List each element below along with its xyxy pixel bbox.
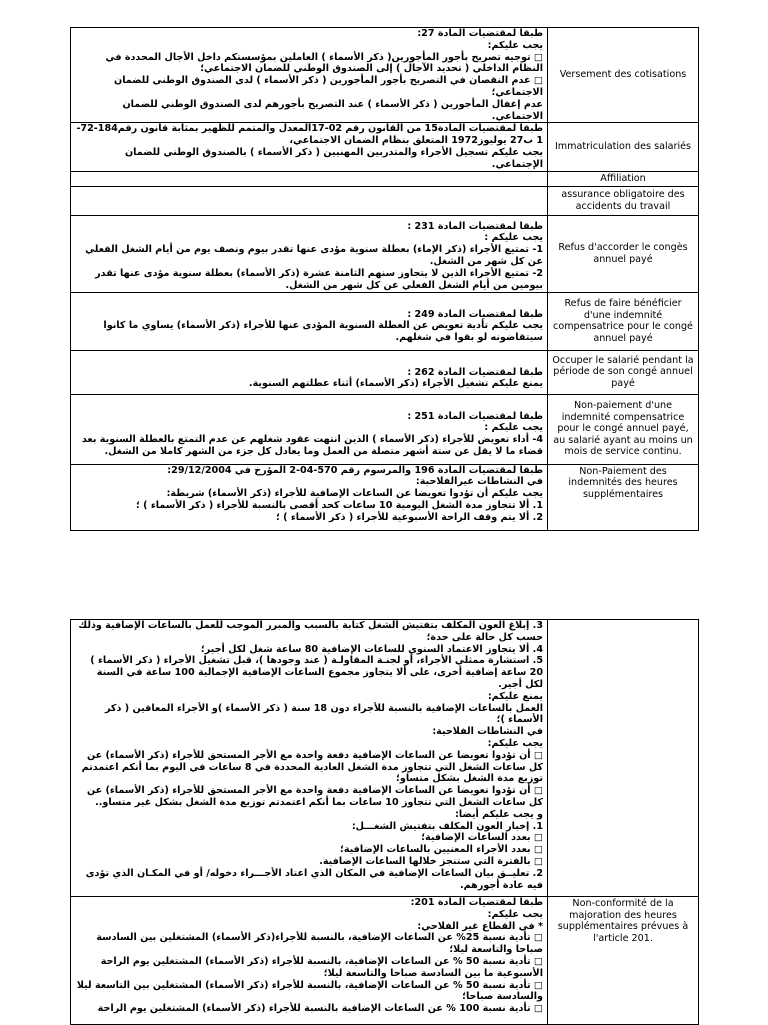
- infraction-label-cell: [548, 897, 699, 1025]
- text-line: □ تأدية نسبة 25% عن الساعات الإضافية، بالنسبة للأجراء(ذكر الأسماء) المشتغلين بين السادسة صباحا والتاسعة ليلا؛: [96, 932, 543, 956]
- table-row: [71, 186, 699, 215]
- text-line: و يجب عليكم أيضا:: [455, 808, 543, 820]
- text-line: 2. تعليــق بيان الساعات الإضافية في المكان الذي اعتاد الأجـــراء دخوله/ أو في المكـان الذي تؤدى فيه عادة أجورهم.: [85, 867, 543, 891]
- infraction-label-cell: [548, 292, 699, 350]
- text-line: يجب عليكم تأدية تعويض عن العطلة السنوية المؤدى عنها للأجراء (ذكر الأسماء) يساوي ما كانوا سيتقاضونه لو بقوا في شغلهم.: [103, 320, 543, 344]
- text-line: 4- أداء تعويض للأجراء (ذكر الأسماء ) الذين انتهت عقود شغلهم عن عدم التمتع بالعطلة السنوية بعد قضاء ما لا يقل عن ستة أشهر متصلة من العمل وما يعادل كل جزء من الشهر كاملا من الشغل.: [81, 434, 543, 457]
- text-line: 4. ألا يتجاوز الاعتماد السنوي للساعات الإضافية 80 ساعة شغل لكل أجير؛: [200, 643, 543, 655]
- text-line: يجب عليكم تسجيل الأجراء والمتدربين المهنيين ( ذكر الأسماء ) بالصندوق الوطني للضمان الإجتماعي.: [124, 146, 543, 170]
- requirement-cell: [71, 186, 548, 215]
- infraction-label: Refus de faire bénéficier d'une indemnité compensatrice pour le congé annuel payé: [553, 298, 693, 344]
- text-line: □ بعدد الأجراء المعنيين بالساعات الإضافية؛: [339, 844, 543, 856]
- infraction-label-cell: [548, 171, 699, 186]
- table-row: [71, 350, 699, 394]
- text-line: العمل بالساعات الإضافية بالنسبة للأجراء دون 18 سنة ( ذكر الأسماء )و الأجراء المعاقين ( ذكر الأسماء )؛: [104, 702, 543, 726]
- requirement-cell: [71, 394, 548, 464]
- infraction-label: assurance obligatoire des accidents du travail: [561, 189, 685, 212]
- table-row: [71, 620, 699, 897]
- text-line: في النشاطات الفلاحية:: [432, 726, 543, 738]
- text-line: طبقا لمقتضيات المادة 251 :: [407, 410, 543, 422]
- infraction-label-cell: [548, 186, 699, 215]
- requirement-cell: [71, 350, 548, 394]
- text-line: 2- تمتيع الأجراء الذين لا يتجاوز سنهم الثامنة عشرة (ذكر الأسماء) بعطلة سنوية مؤدى عنها تقدر بيومين من أيام الشغل الفعلي عن كل شهر من الشغل.: [95, 267, 543, 291]
- text-line: يجب عليكم:: [487, 39, 543, 51]
- requirement-cell: [71, 171, 548, 186]
- requirement-cell: [71, 292, 548, 350]
- text-line: 1. ألا تتجاوز مدة الشغل اليومية 10 ساعات كحد أقصى بالنسبة للأجراء ( ذكر الأسماء ) ؛: [135, 499, 543, 511]
- requirement-cell: [71, 123, 548, 171]
- table-row: [71, 215, 699, 292]
- table-row: [71, 171, 699, 186]
- text-line: يجب عليكم :: [484, 232, 543, 244]
- text-line: □ بالفترة التي ستنجز خلالها الساعات الإضافية.: [319, 855, 543, 867]
- requirement-cell: [71, 897, 548, 1025]
- infraction-label-cell: [548, 123, 699, 171]
- text-line: يجب عليكم أن تؤدوا تعويضا عن الساعات الإضافية للأجراء (ذكر الأسماء) شريطة:: [166, 488, 543, 500]
- text-line: طبقا لمقتضيات المادة 201:: [410, 897, 543, 908]
- text-line: طبقا لمقتضيات المادة 196 والمرسوم رقم 570-04-2 المؤرخ في 29/12/2004:: [167, 464, 543, 476]
- infraction-label: Occuper le salarié pendant la période de son congé annuel payé: [552, 354, 694, 389]
- requirement-cell: [71, 215, 548, 292]
- text-line: طبقا لمقتضيات المادة 249 :: [407, 308, 543, 320]
- text-line: يمنع عليكم تشغيل الأجراء (ذكر الأسماء) أثناء عطلتهم السنوية.: [248, 378, 543, 390]
- infraction-label-cell: [548, 350, 699, 394]
- text-line: 1. إخبار العون المكلف بتفتيش الشغـــل:: [351, 820, 543, 832]
- infraction-label-cell: [548, 464, 699, 530]
- text-line: □ تأدية نسبة 50 % عن الساعات الإضافية، بالنسبة للأجراء (ذكر الأسماء) المشتغلين بين التاسعة ليلا والسادسة صباحا؛: [76, 979, 543, 1003]
- text-line: يمنع عليكم:: [487, 690, 543, 702]
- text-line: طبقا لمقتضيات المادة 262 :: [407, 366, 543, 378]
- text-line: يجب عليكم:: [487, 737, 543, 749]
- infraction-label: Non-Paiement des indemnités des heures supplémentaires: [568, 465, 678, 500]
- infraction-label: Non-conformité de la majoration des heures supplémentaires prévues à l'article 201.: [557, 898, 689, 944]
- infractions-table-page2: [70, 619, 699, 1025]
- text-line: 3. إبلاغ العون المكلف بتفتيش الشغل كتابة بالسبب والمبرر الموجب للعمل بالساعات الإضافية وذلك حسب كل حالة على حدة؛: [78, 620, 543, 643]
- text-line: □ تأدية نسبة 100 % عن الساعات الإضافية بالنسبة للأجراء (ذكر الأسماء) المشتغلين يوم الراحة: [97, 1003, 543, 1015]
- text-line: في النشاطات غيرالفلاحية:: [415, 476, 543, 488]
- text-line: يجب عليكم:: [487, 908, 543, 920]
- text-line: 5. استشارة ممثلي الأجراء، أو لجنـة المقاولـة ( عند وجودها )، قبل تشغيل الأجراء ( ذكر الأسماء ) 20 ساعة إضافية أخرى، على ألا يتجاوز مجموع الساعات الإضافية الإجمالية 100 ساعة في السنة لكل أجير.: [90, 655, 543, 690]
- infraction-label-cell: [548, 215, 699, 292]
- text-line: يجب عليكم :: [484, 422, 543, 434]
- requirement-cell: [71, 464, 548, 530]
- text-line: طبقا لمقتضيات المادة 27:: [417, 28, 543, 39]
- table-row: [71, 292, 699, 350]
- infraction-label-cell: [548, 620, 699, 897]
- table-row: [71, 464, 699, 530]
- table-row: [71, 394, 699, 464]
- text-line: □ عدم النقصان في التصريح بأجور المأجورين ( ذكر الأسماء ) لدى الصندوق الوطني للضمان الاجتماعي؛: [114, 75, 543, 98]
- infraction-label: Refus d'accorder le congès annuel payé: [558, 242, 688, 265]
- requirement-cell: [71, 28, 548, 123]
- text-line: 2. ألا يتم وقف الراحة الأسبوعية للأجراء ( ذكر الأسماء ) ؛: [275, 511, 543, 523]
- table-row: [71, 897, 699, 1025]
- infractions-table-page1: [70, 27, 699, 531]
- infraction-label-cell: [548, 28, 699, 123]
- text-line: * في القطاع غير الفلاحي:: [417, 920, 543, 932]
- infraction-label: Non-paiement d'une indemnité compensatrice pour le congé annuel payé, au salarié ayant au moins un mois de service continu.: [553, 400, 693, 458]
- text-line: □ تأدية نسبة 50 % عن الساعات الإضافية، بالنسبة للأجراء (ذكر الأسماء) المشتغلين يوم الراحة الأسبوعية ما بين السادسة صباحا والتاسعة ليلا؛: [100, 955, 543, 979]
- table-row: [71, 28, 699, 123]
- infraction-label: Immatriculation des salariés: [554, 141, 692, 153]
- text-line: عدم إغفال المأجورين ( ذكر الأسماء ) عند التصريح بأجورهم لدى الصندوق الوطني للضمان الاجتماعي.: [122, 98, 543, 122]
- infraction-label: Affiliation: [600, 172, 646, 184]
- requirement-cell: [71, 620, 548, 897]
- text-line: 1- تمتيع الأجراء (ذكر الإماء) بعطلة سنوية مؤدى عنها تقدر بيوم ونصف يوم من أيام الشغل الفعلي عن كل شهر من الشغل.: [85, 244, 543, 267]
- text-line: طبقا لمقتضيات المادة 231 :: [407, 220, 543, 232]
- infraction-label-cell: [548, 394, 699, 464]
- text-line: □ أن تؤدوا تعويضا عن الساعات الإضافية دفعة واحدة مع الأجر المستحق للأجراء (ذكر الأسماء) عن كل ساعات الشغل التي تتجاوز مدة الشغل العادية المحددة في 8 ساعات في اليوم بما أنكم اعتمدتم توزيع مدة الشغل بشكل متساو؛: [81, 749, 543, 785]
- text-line: □ أن تؤدوا تعويضا عن الساعات الإضافية دفعة واحدة مع الأجر المستحق للأجراء (ذكر الأسماء) عن كل ساعات الشغل التي تتجاوز 10 ساعات بما أنكم اعتمدتم توزيع مدة الشغل بشكل غير متساو..: [86, 785, 543, 808]
- text-line: □ توجيه تصريح بأجور المأجورين( ذكر الأسماء ) العاملين بمؤسستكم داخل الأجال المحددة في النظام الداخلي ( تحديد الآجال ) إلى الصندوق الوطني للضمان الاجتماعي؛: [105, 51, 543, 75]
- text-line: □ بعدد الساعات الإضافية؛: [421, 832, 543, 844]
- table-row: [71, 123, 699, 171]
- text-line: طبقا لمقتضيات المادة15 من القانون رقم 02-17المعدل والمتمم للظهير بمثابة قانون رقم184-72-1 ب27 يوليوز1972 المتعلق بنظام الضمان الاجتماعي،: [76, 123, 543, 147]
- infraction-label: Versement des cotisations: [559, 69, 687, 81]
